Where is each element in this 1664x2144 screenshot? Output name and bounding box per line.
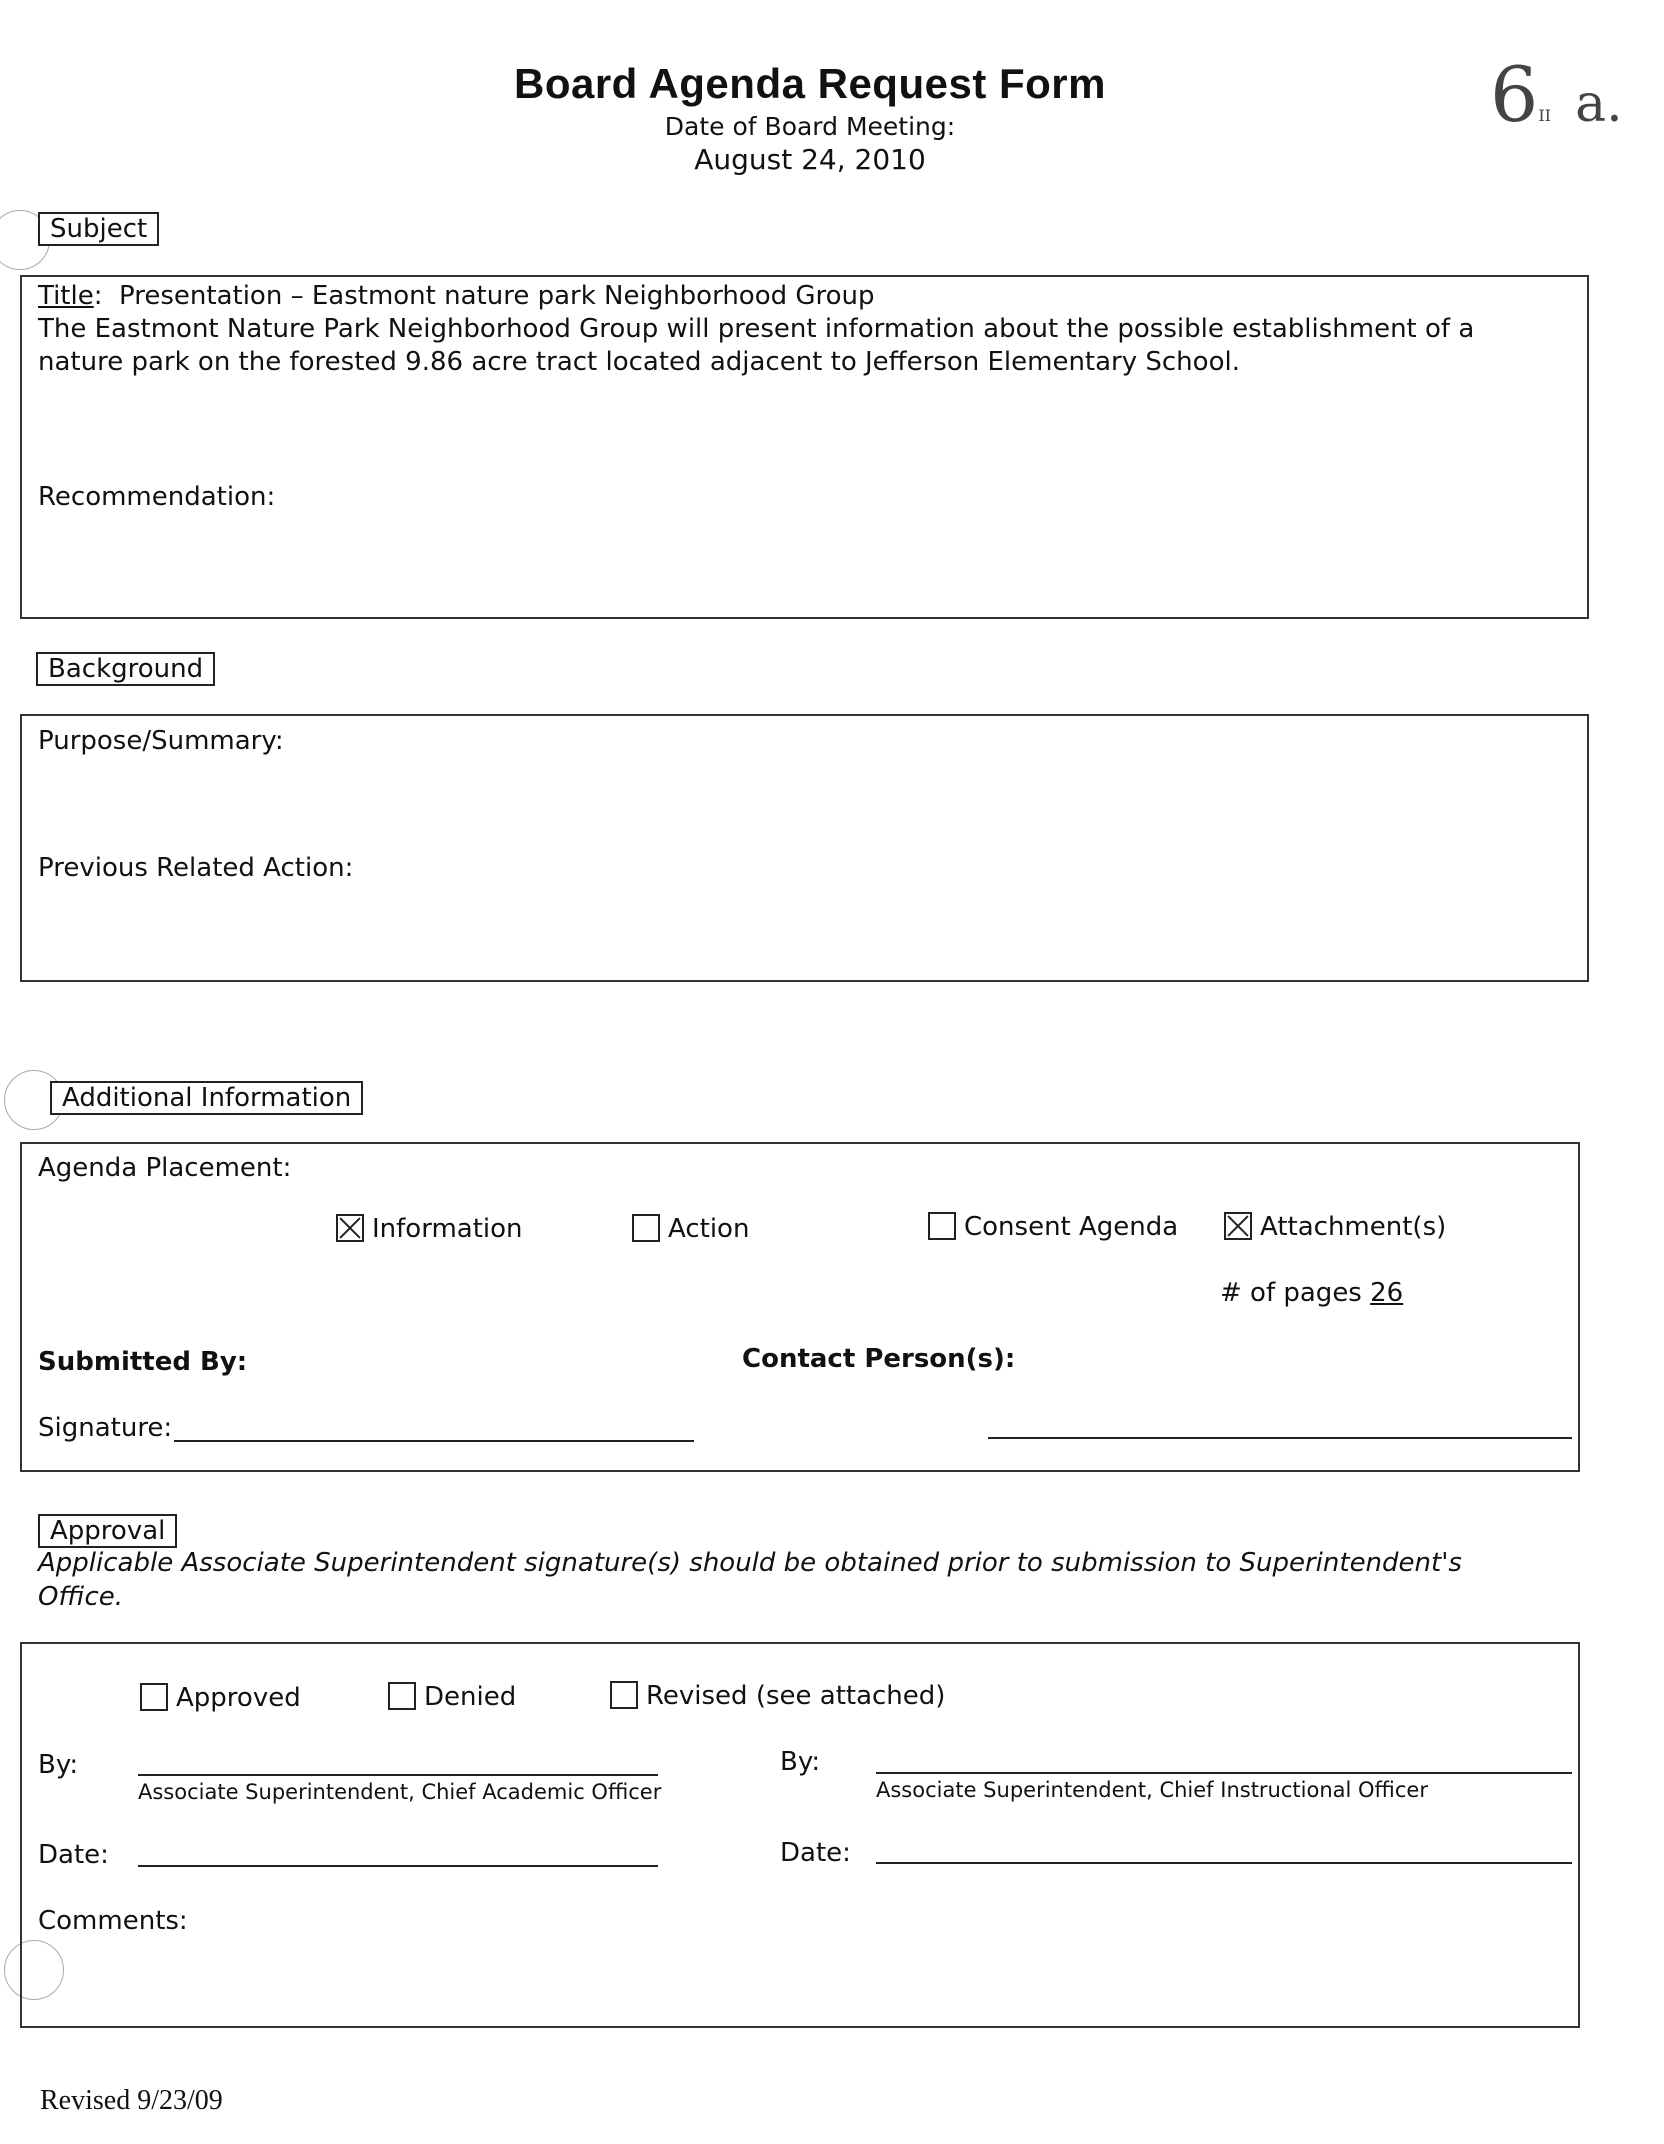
option-information[interactable] <box>336 1214 523 1244</box>
title-value: Presentation – Eastmont nature park Neighborhood Group <box>119 281 875 311</box>
by-label-left: By: <box>38 1750 79 1780</box>
meeting-date-label: Date of Board Meeting: <box>664 112 956 141</box>
pages-value: 26 <box>1370 1278 1404 1308</box>
revised-checkbox[interactable] <box>610 1681 638 1709</box>
by-line-left[interactable] <box>138 1774 658 1776</box>
by-line-right[interactable] <box>876 1772 1572 1774</box>
option-denied[interactable] <box>388 1682 516 1712</box>
action-checkbox[interactable] <box>632 1214 660 1242</box>
revision-note: Revised 9/23/09 <box>40 2085 223 2116</box>
item-letter: a. <box>1575 74 1623 134</box>
date-line-right[interactable] <box>876 1862 1572 1864</box>
role-right: Associate Superintendent, Chief Instructional Officer <box>876 1778 1428 1802</box>
denied-checkbox[interactable] <box>388 1682 416 1710</box>
by-label-right: By: <box>780 1747 821 1777</box>
approval-tag: Approval <box>38 1514 177 1548</box>
signature-line[interactable] <box>174 1440 694 1442</box>
consent-agenda-label: Consent Agenda <box>964 1212 1179 1242</box>
consent-agenda-checkbox[interactable] <box>928 1212 956 1240</box>
previous-action-label: Previous Related Action: <box>38 853 354 883</box>
pages-row <box>1220 1278 1403 1308</box>
contact-signature-line[interactable] <box>988 1437 1572 1439</box>
pages-label: # of pages <box>1220 1278 1362 1308</box>
approval-note-line2: Office. <box>38 1582 124 1612</box>
approval-note-line1: Applicable Associate Superintendent signature(s) should be obtained prior to submission to Superintendent's <box>38 1548 1462 1578</box>
information-label: Information <box>372 1214 523 1244</box>
form-title: Board Agenda Request Form <box>513 60 1106 107</box>
option-revised[interactable] <box>610 1681 945 1711</box>
information-checkbox[interactable] <box>336 1214 364 1242</box>
background-tag: Background <box>36 652 215 686</box>
date-label-left: Date: <box>38 1840 109 1870</box>
agenda-placement-label: Agenda Placement: <box>38 1153 292 1183</box>
revised-label: Revised (see attached) <box>646 1681 946 1711</box>
recommendation-label: Recommendation: <box>38 482 276 512</box>
meeting-date: August 24, 2010 <box>694 143 926 176</box>
denied-label: Denied <box>424 1682 517 1712</box>
comments-label: Comments: <box>38 1906 188 1936</box>
subject-tag: Subject <box>38 212 159 246</box>
approved-label: Approved <box>176 1683 301 1713</box>
submitted-by-label: Submitted By: <box>38 1347 248 1377</box>
date-label-right: Date: <box>780 1838 851 1868</box>
option-approved[interactable] <box>140 1683 301 1713</box>
option-consent-agenda[interactable] <box>928 1212 1178 1242</box>
item-number: 6 <box>1490 50 1539 139</box>
role-left: Associate Superintendent, Chief Academic Officer <box>138 1780 662 1804</box>
signature-label: Signature: <box>38 1413 173 1443</box>
item-mark: II <box>1538 106 1551 125</box>
option-action[interactable] <box>632 1214 749 1244</box>
contact-person-label: Contact Person(s): <box>742 1344 1016 1374</box>
attachments-checkbox[interactable] <box>1224 1212 1252 1240</box>
approved-checkbox[interactable] <box>140 1683 168 1711</box>
attachments-label: Attachment(s) <box>1260 1212 1447 1242</box>
purpose-label: Purpose/Summary: <box>38 726 284 756</box>
title-label: Title <box>38 281 94 311</box>
additional-info-tag: Additional Information <box>50 1081 363 1115</box>
subject-title-row: Title: Presentation – Eastmont nature park Neighborhood Group <box>38 281 875 311</box>
date-line-left[interactable] <box>138 1865 658 1867</box>
action-label: Action <box>668 1214 750 1244</box>
subject-description: The Eastmont Nature Park Neighborhood Group will present information about the possible establishment of a nature park on the forested 9.86 acre tract located adjacent to Jefferson Elementary School. <box>38 314 1475 377</box>
handwritten-item-number <box>1490 50 1623 139</box>
option-attachments[interactable] <box>1224 1212 1446 1242</box>
